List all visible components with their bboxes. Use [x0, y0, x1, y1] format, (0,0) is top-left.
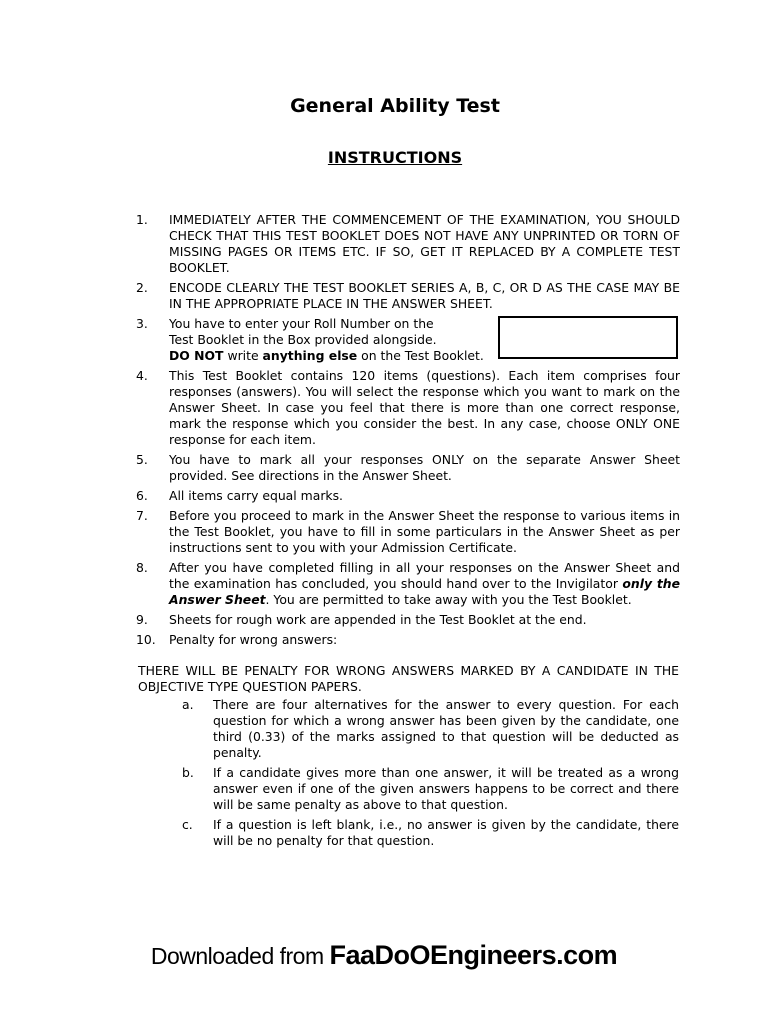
footer-prefix: Downloaded from: [150, 943, 330, 969]
instruction-text-fragment: . You are permitted to take away with you the Test Booklet.: [265, 592, 632, 607]
instruction-text-fragment: After you have completed filling in all your responses on the Answer Sheet and the examination has concluded, you should hand over to the Invigilator: [169, 560, 680, 591]
roll-number-box[interactable]: [498, 316, 678, 359]
instruction-number: 5.: [136, 452, 148, 467]
instruction-number: 6.: [136, 488, 148, 503]
penalty-letter: c.: [182, 817, 193, 832]
penalty-item: [182, 765, 679, 813]
penalty-list: [182, 697, 679, 853]
instruction-text: Penalty for wrong answers:: [169, 632, 338, 647]
penalty-text: If a candidate gives more than one answer, it will be treated as a wrong answer even if one of the given answers happens to be correct and there will be same penalty as above to that question.: [213, 765, 679, 812]
instruction-text: [169, 560, 680, 608]
instruction-number: 7.: [136, 508, 148, 523]
instruction-number: 3.: [136, 316, 148, 331]
instruction-text: Before you proceed to mark in the Answer Sheet the response to various items in the Test Booklet, you have to fill in some particulars in the Answer Sheet as per instructions sent to you with your Admission Certificate.: [169, 508, 680, 555]
instruction-text: IMMEDIATELY AFTER THE COMMENCEMENT OF THE EXAMINATION, YOU SHOULD CHECK THAT THIS TEST BOOKLET DOES NOT HAVE ANY UNPRINTED OR TORN OF MISSING PAGES OR ITEMS ETC. IF SO, GET IT REPLACED BY A COMPLETE TEST BOOKLET.: [169, 212, 680, 275]
instructions-list: [136, 212, 680, 652]
instruction-item: [136, 632, 680, 648]
instruction-item: [136, 368, 680, 448]
instruction-text: Sheets for rough work are appended in the Test Booklet at the end.: [169, 612, 587, 627]
instruction-number: 1.: [136, 212, 148, 227]
penalty-letter: a.: [182, 697, 194, 712]
instructions-heading: INSTRUCTIONS: [327, 148, 463, 167]
download-footer: [0, 940, 768, 971]
instruction-item: [136, 452, 680, 484]
only-answer-sheet-emphasis: only the Answer Sheet: [169, 576, 681, 607]
instruction-text-fragment: on the Test Booklet.: [357, 348, 484, 363]
roll-number-line-1: You have to enter your Roll Number on the: [169, 316, 434, 331]
instruction-item: [136, 612, 680, 628]
penalty-text: There are four alternatives for the answer to every question. For each question for which a wrong answer has been given by the candidate, one third (0.33) of the marks assigned to that question will be deducted as penalty.: [213, 697, 679, 760]
instruction-number: 10.: [136, 632, 156, 647]
penalty-item: [182, 697, 679, 761]
penalty-heading: THERE WILL BE PENALTY FOR WRONG ANSWERS MARKED BY A CANDIDATE IN THE OBJECTIVE TYPE QUESTION PAPERS.: [138, 663, 679, 694]
penalty-letter: b.: [182, 765, 194, 780]
instruction-item: [136, 560, 680, 608]
instruction-number: 9.: [136, 612, 148, 627]
instruction-item: [136, 488, 680, 504]
footer-brand-link[interactable]: FaaDoOEngineers.com: [329, 940, 618, 970]
instruction-item: [136, 280, 680, 312]
instruction-text: You have to mark all your responses ONLY on the separate Answer Sheet provided. See directions in the Answer Sheet.: [169, 452, 680, 483]
instruction-text: All items carry equal marks.: [169, 488, 343, 503]
penalty-item: [182, 817, 679, 849]
instruction-number: 4.: [136, 368, 148, 383]
instruction-number: 2.: [136, 280, 148, 295]
instruction-item: [136, 508, 680, 556]
instruction-text-fragment: write: [223, 348, 263, 363]
do-not-emphasis: DO NOT: [169, 348, 224, 363]
instruction-number: 8.: [136, 560, 148, 575]
anything-else-emphasis: anything else: [262, 348, 358, 363]
instruction-text: This Test Booklet contains 120 items (questions). Each item comprises four responses (answers). You will select the response which you want to mark on the Answer Sheet. In case you feel that there is more than one correct response, mark the response which you consider the best. In any case, choose ONLY ONE response for each item.: [169, 368, 680, 447]
roll-number-line-2: Test Booklet in the Box provided alongside.: [169, 332, 437, 347]
page-title: General Ability Test: [290, 95, 500, 117]
penalty-text: If a question is left blank, i.e., no answer is given by the candidate, there will be no penalty for that question.: [213, 817, 679, 848]
instruction-item: [136, 212, 680, 276]
instruction-text: ENCODE CLEARLY THE TEST BOOKLET SERIES A, B, C, OR D AS THE CASE MAY BE IN THE APPROPRIATE PLACE IN THE ANSWER SHEET.: [169, 280, 680, 311]
